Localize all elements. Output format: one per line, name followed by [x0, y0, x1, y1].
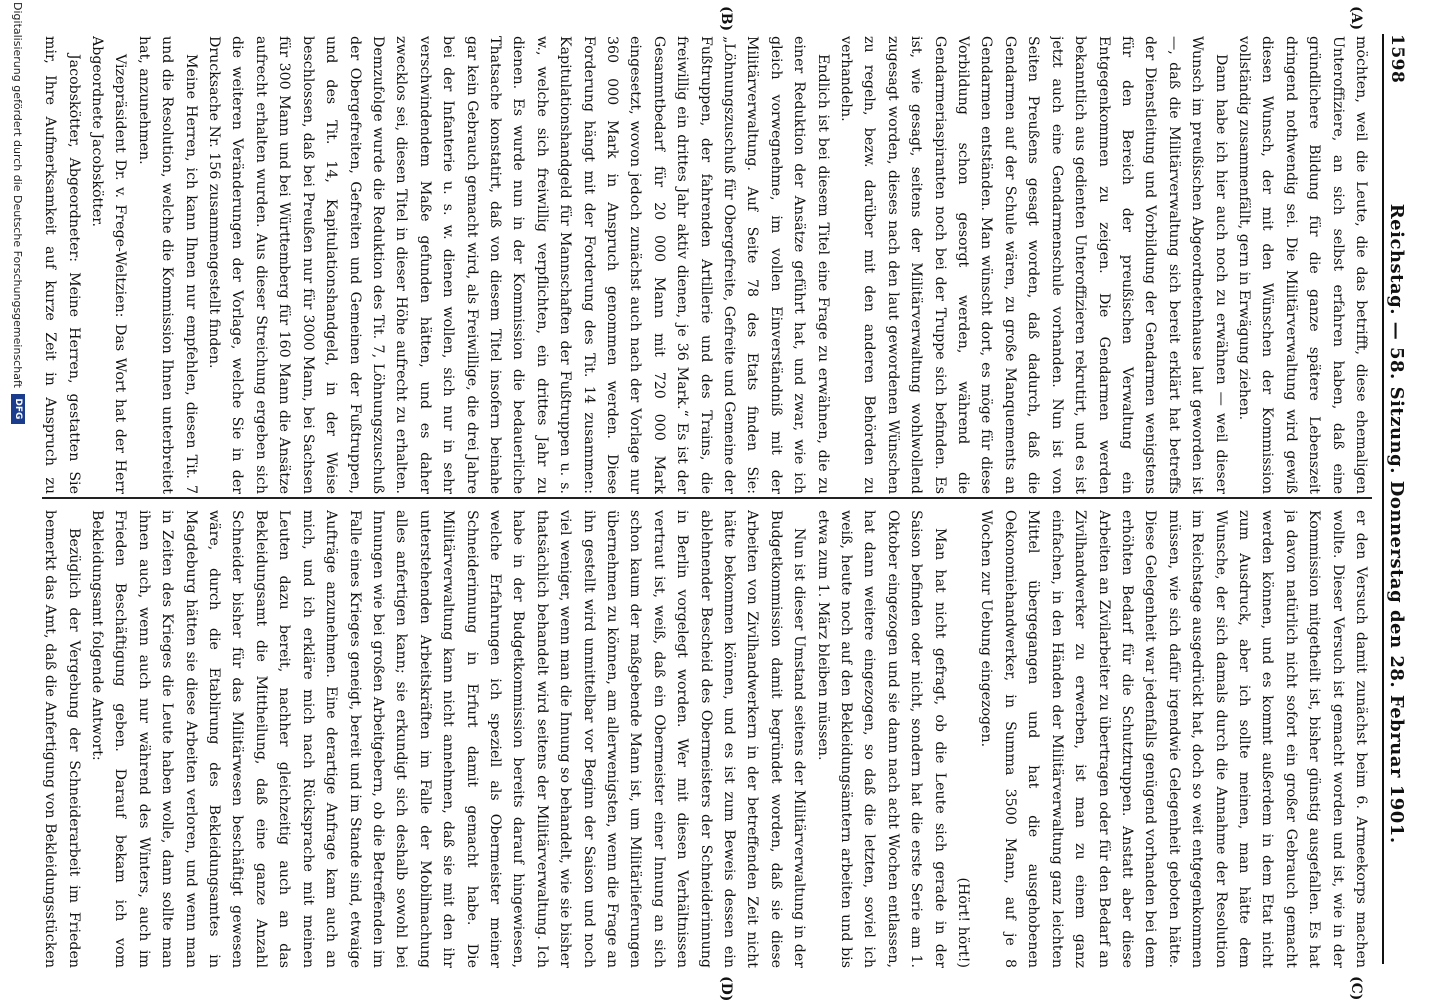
dfg-logo-icon: DFG	[11, 394, 25, 424]
digitization-footer	[6, 2, 30, 992]
margin-mark-c: (C)	[1348, 976, 1364, 1001]
page-title: Reichstag. — 58. Sitzung. Donnerstag den 28. Februar 1901.	[1386, 203, 1408, 844]
paragraph: Endlich ist bei diesem Titel eine Frage zu erwähnen, die zu einer Reduktion der Ansätze geführt hat, und zwar, wie ich gleich vorwegnehme, im vollen Einverständniß mit der Militärverwaltung. Auf Seite 78 des Etats finden Sie: „Löhnungszuschuß für Obergefreite, Gefreite und Gemeine der Fußtruppen, der fahrenden Artillerie und des Trains, die freiwillig ein drittes Jahr aktiv dienen, je 36 Mark.“ Es ist der Gesammtbedarf für 20 000 Mann mit 720 000 Mark eingesetzt, wovon jedoch zunächst auch nach der Vorlage nur 360 000 Mark in Anspruch genommen werden. Diese Forderung hängt mit der Forderung des Tit. 14 zusammen: Kapitulationshandgeld für Mannschaften der Fußtruppen u. s. w., welche sich freiwillig verpflichten, ein drittes Jahr zu dienen. Es wurde nun in der Kommission die bedauerliche Thatsache konstatirt, daß von diesem Titel insofern beinahe gar kein Gebrauch gemacht wird, als Freiwillige, die drei Jahre bei der Infanterie u. s. w. dienen wollen, sich nur in sehr verschwindendem Maße gefunden hätten, und es daher zwecklos sei, diesen Titel in dieser Höhe aufrecht zu erhalten. Demzufolge wurde die Reduktion des Tit. 7, Löhnungszuschuß der Obergefreiten, Gefreiten und Gemeinen der Fußtruppen, und des Tit. 14, Kapitulationshandgeld, in der Weise beschlossen, daß bei Preußen nur für 3000 Mann, bei Sachsen für 300 Mann und bei Württemberg für 160 Mann die Ansätze aufrecht erhalten wurden. Aus dieser Streichung ergeben sich die weiteren Veränderungen der Vorlage, welche Sie in der Drucksache Nr. 156 zusammengestellt finden.	[206, 36, 831, 494]
left-column	[42, 36, 1372, 494]
right-column	[42, 510, 1372, 968]
paragraph: Nun ist dieser Umstand seitens der Militärverwaltung in der Budgetkommission damit begründet worden, daß sie diese Arbeiten von Zivilhandwerkern in der betreffenden Zeit nicht hätte bekommen können, und es ist zum Beweis dessen ein ablehnender Bescheid des Obermeisters der Schneiderinnung in Berlin vorgelegt worden. Wer mit diesen Verhältnissen vertraut ist, weiß, daß ein Obermeister einer Innung an sich schon kaum der maßgebende Mann ist, um Militärlieferungen übernehmen zu können, am allerwenigsten, wenn die Frage an ihn gestellt wird unmittelbar vor Beginn der Saison und noch viel weniger, wenn man die Innung so behandelt, wie sie bisher thatsächlich behandelt wird seitens der Militärverwaltung. Ich habe in der Budgetkommission bereits darauf hingewiesen, welche Erfahrungen ich speziell als Obermeister meiner Schneiderinnung in Erfurt damit gemacht habe. Die Militärverwaltung kann nicht annehmen, daß sie mit den ihr unterstehenden Arbeitskräften im Falle der Mobilmachung alles anfertigen kann; sie erkundigt sich deshalb sowohl bei Innungen wie bei großen Arbeitgebern, ob die Betreffenden im Falle eines Krieges geneigt, bereit und im Stande sind, etwaige Aufträge anzunehmen. Eine derartige Anfrage kam auch an mich, und ich erkläre mich nach Rücksprache mit meinen Leuten dazu bereit, nachher gleichzeitig auch an das Bekleidungsamt die Mittheilung, daß eine ganze Anzahl Schneider bisher für das Militärwesen beschäftigt gewesen wäre, durch die Etablirung des Bekleidungsamtes in Magdeburg hätten sie diese Arbeiten verloren, und wenn man in Zeiten des Krieges die Leute haben wolle, dann sollte man ihnen auch, wenn auch nur während des Winters, auch im Frieden Beschäftigung geben. Darauf bekam ich vom Bekleidungsamt folgende Antwort:	[89, 510, 808, 968]
header-rule	[1382, 34, 1384, 964]
speaker-paragraph: Vizepräsident Dr. v. Frege-Weltzien: Das Wort hat der Herr Abgeordnete Jacobskötter.	[89, 36, 129, 494]
paragraph: Dann habe ich hier auch noch zu erwähnen — weil dieser Wunsch im preußischen Abgeordnetenhause laut geworden ist —, daß die Militärverwaltung sich bereit erklärt hat betreffs der Dienstleitung und Vorbildung der Gendarmen wenigstens für den Bereich der preußischen Verwaltung ein Entgegenkommen zu zeigen. Die Gendarmen werden bekanntlich aus gedienten Unteroffizieren rekrutirt, und es ist jetzt auch eine Gendarmenschule vorhanden. Nun ist von Seiten Preußens gesagt worden, daß dadurch, daß die Gendarmen auf der Schule wären, zu große Manquements an Gendarmen entständen. Man wünscht dort, es möge für diese Vorbildung schon gesorgt werden, während die Gendarmeriaspiranten noch bei der Truppe sich befinden. Es ist, wie gesagt, seitens der Militärverwaltung wohlwollend zugesagt worden, dieses nach den laut gewordenen Wünschen zu regeln, bezw. darüber mit den anderen Behörden zu verhandeln.	[838, 36, 1229, 494]
margin-mark-b: (B)	[718, 6, 734, 32]
paragraph: möchten, weil die Leute, die das betrifft, diese ehemaligen Unteroffiziere, an sich selbst erfahren haben, daß eine gründlichere Bildung für die ganze spätere Lebenszeit dringend nothwendig sei. Die Militärverwaltung wird gewiß diesen Wunsch, der mit den Wünschen der Kommission vollständig zusammenfällt, gern in Erwägung ziehen.	[1235, 36, 1369, 494]
margin-mark-d: (D)	[718, 976, 734, 1001]
speaker-paragraph: Jacobskötter, Abgeordneter: Meine Herren, gestatten Sie mir, Ihre Aufmerksamkeit auf kurze Zeit in Anspruch zu	[42, 36, 82, 494]
page-header	[1384, 34, 1410, 964]
page-number: 1598	[1387, 34, 1407, 84]
paragraph: er den Versuch damit zunächst beim 6. Armeekorps machen wollte. Dieser Versuch ist gemacht worden und ist, wie in der Kommission mitgetheilt ist, bisher günstig ausgefallen. Es hat ja davon natürlich nicht sofort ein großer Gebrauch gemacht werden können, und es kommt außerdem in dem Etat nicht zum Ausdruck, aber ich sollte meinen, man hätte dem Wunsche, der sich damals durch die Annahme der Resolution im Reichstage ausgedrückt hat, doch so weit entgegenkommen müssen, wie sich dafür irgendwie Gelegenheit geboten hätte. Diese Gelegenheit war jedenfalls genügend vorhanden bei dem erhöhten Bedarf für die Schutztruppen. Anstatt aber diese Arbeiten an Zivilarbeiter zu übertragen oder für den Bedarf an Zivilhandwerker zu erwerben, ist man zu einem ganz einfachen, in den Händen der Militärverwaltung ganz leichten Mittel übergegangen und hat die ausgehobenen Oekonomiehandwerker, in Summa 3500 Mann, auf je 8 Wochen zur Uebung eingezogen.	[978, 510, 1369, 968]
paragraph: Meine Herren, ich kann Ihnen nur empfehlen, diesen Tit. 7 und die Resolution, welche die Kommission Ihnen unterbreitet hat, anzunehmen.	[135, 36, 199, 494]
quote-paragraph: Bezüglich der Vergebung der Schneiderarbeit im Frieden bemerkt das Amt, daß die Anfertigung von Bekleidungsstücken	[42, 510, 82, 968]
footer-text: Digitalisierung gefördert durch die Deutsche Forschungsgemeinschaft	[11, 2, 25, 388]
column-divider	[42, 497, 1372, 499]
interjection: (Hört! hört!)	[955, 877, 972, 968]
paragraph: Man hat nicht gefragt, ob die Leute sich gerade in der Saison befinden oder nicht, sondern hat die erste Serie am 1. Oktober eingezogen und sie dann nach acht Wochen entlassen, hat dann weitere eingezogen, so daß die letzten, soviel ich weiß, heute noch auf den Bekleidungsämtern arbeiten und bis etwa zum 1. März bleiben müssen.	[814, 510, 948, 968]
margin-mark-a: (A)	[1348, 6, 1364, 31]
